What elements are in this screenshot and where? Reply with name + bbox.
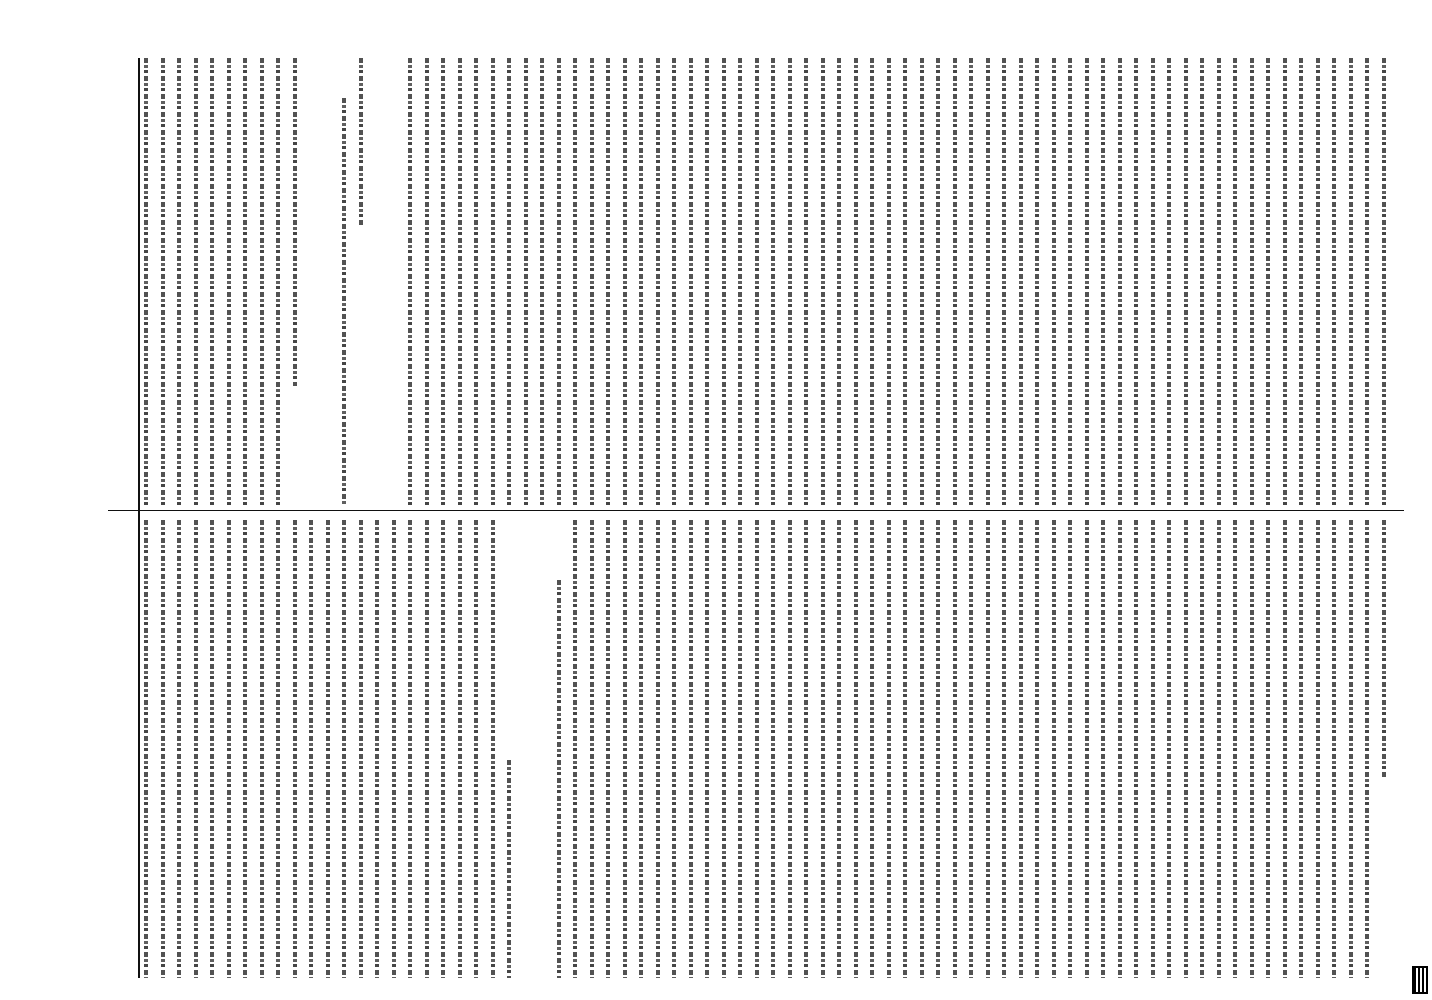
- text-line: [210, 58, 214, 506]
- text-line: [755, 58, 759, 506]
- text-line: [309, 520, 313, 978]
- text-line: [1068, 520, 1072, 978]
- text-line: [161, 520, 165, 978]
- text-line: [1217, 520, 1221, 978]
- text-line: [1233, 58, 1237, 506]
- text-line: [969, 58, 973, 506]
- text-line: [837, 520, 841, 978]
- text-line: [194, 58, 198, 506]
- text-line: [1250, 520, 1254, 978]
- text-line: [804, 58, 808, 506]
- left-column: [144, 520, 1400, 978]
- text-line: [491, 520, 495, 978]
- text-line: [1250, 58, 1254, 506]
- text-line: [738, 58, 742, 506]
- text-line: [1332, 520, 1336, 978]
- text-line: [1035, 58, 1039, 506]
- text-line: [755, 520, 759, 978]
- text-line: [441, 58, 445, 506]
- text-line: [1035, 520, 1039, 978]
- text-line: [1200, 58, 1204, 506]
- text-line: [837, 58, 841, 506]
- text-line: [936, 520, 940, 978]
- text-line: [491, 58, 495, 506]
- column-separator: [108, 510, 1404, 511]
- text-body: [108, 58, 1404, 978]
- text-line: [1002, 520, 1006, 978]
- right-column: [144, 58, 1400, 506]
- text-line: [425, 520, 429, 978]
- text-line: [788, 520, 792, 978]
- text-line: [1134, 520, 1138, 978]
- text-line: [738, 520, 742, 978]
- text-line: [1382, 520, 1386, 778]
- text-line: [1283, 58, 1287, 506]
- text-line: [177, 520, 181, 978]
- text-line: [771, 520, 775, 978]
- text-line: [293, 58, 297, 386]
- text-line: [986, 58, 990, 506]
- text-line: [1101, 58, 1105, 506]
- text-line: [342, 98, 346, 506]
- text-line: [1118, 520, 1122, 978]
- side-strip: [1408, 0, 1432, 1000]
- text-line: [953, 58, 957, 506]
- text-line: [1299, 520, 1303, 978]
- text-line: [1151, 520, 1155, 978]
- text-line: [705, 58, 709, 506]
- text-line: [441, 520, 445, 978]
- text-line: [771, 58, 775, 506]
- text-line: [293, 520, 297, 978]
- text-line: [920, 520, 924, 978]
- text-line: [1151, 58, 1155, 506]
- text-line: [144, 520, 148, 978]
- text-line: [870, 58, 874, 506]
- text-line: [590, 58, 594, 506]
- text-line: [276, 58, 280, 506]
- text-line: [722, 58, 726, 506]
- text-line: [1316, 520, 1320, 978]
- text-line: [144, 58, 148, 506]
- text-line: [887, 58, 891, 506]
- text-line: [1052, 520, 1056, 978]
- text-line: [656, 58, 660, 506]
- text-line: [573, 520, 577, 978]
- text-line: [1299, 58, 1303, 506]
- logo-mark: [1412, 966, 1428, 994]
- text-line: [639, 58, 643, 506]
- text-line: [507, 58, 511, 506]
- text-line: [161, 58, 165, 506]
- text-line: [573, 58, 577, 506]
- text-line: [606, 58, 610, 506]
- text-line: [788, 58, 792, 506]
- text-line: [507, 760, 511, 978]
- text-line: [1052, 58, 1056, 506]
- text-line: [1283, 520, 1287, 978]
- text-line: [1167, 58, 1171, 506]
- text-line: [1217, 58, 1221, 506]
- text-line: [557, 58, 561, 506]
- text-line: [210, 520, 214, 978]
- text-line: [1332, 58, 1336, 506]
- text-line: [986, 520, 990, 978]
- text-line: [474, 520, 478, 978]
- text-line: [656, 520, 660, 978]
- text-line: [359, 58, 363, 226]
- text-line: [969, 520, 973, 978]
- text-line: [1085, 58, 1089, 506]
- text-line: [1233, 520, 1237, 978]
- text-line: [903, 520, 907, 978]
- text-line: [392, 520, 396, 978]
- text-line: [1167, 520, 1171, 978]
- text-line: [887, 520, 891, 978]
- text-line: [408, 520, 412, 978]
- text-line: [606, 520, 610, 978]
- text-line: [1365, 520, 1369, 978]
- text-line: [1365, 58, 1369, 506]
- text-line: [821, 520, 825, 978]
- text-line: [375, 520, 379, 978]
- text-line: [1266, 58, 1270, 506]
- text-line: [705, 520, 709, 978]
- text-line: [1200, 520, 1204, 978]
- text-line: [1134, 58, 1138, 506]
- text-line: [920, 58, 924, 506]
- text-line: [243, 58, 247, 506]
- text-line: [1019, 520, 1023, 978]
- text-line: [1019, 58, 1023, 506]
- text-line: [1184, 58, 1188, 506]
- text-line: [672, 58, 676, 506]
- text-line: [1068, 58, 1072, 506]
- text-line: [639, 520, 643, 978]
- text-line: [194, 520, 198, 978]
- text-line: [722, 520, 726, 978]
- text-line: [177, 58, 181, 506]
- text-line: [1382, 58, 1386, 506]
- text-line: [821, 58, 825, 506]
- text-line: [623, 58, 627, 506]
- text-line: [1266, 520, 1270, 978]
- text-line: [524, 58, 528, 506]
- text-line: [854, 520, 858, 978]
- text-line: [458, 520, 462, 978]
- text-line: [1118, 58, 1122, 506]
- text-line: [1316, 58, 1320, 506]
- text-line: [408, 58, 412, 506]
- text-line: [689, 58, 693, 506]
- text-line: [243, 520, 247, 978]
- text-line: [425, 58, 429, 506]
- text-line: [1184, 520, 1188, 978]
- text-line: [359, 520, 363, 978]
- text-line: [903, 58, 907, 506]
- text-line: [260, 520, 264, 978]
- text-line: [1101, 520, 1105, 978]
- text-line: [557, 580, 561, 978]
- text-line: [1002, 58, 1006, 506]
- text-line: [689, 520, 693, 978]
- text-line: [342, 520, 346, 978]
- text-line: [623, 520, 627, 978]
- header-rule: [138, 58, 140, 978]
- text-line: [326, 520, 330, 978]
- text-line: [227, 520, 231, 978]
- text-line: [1349, 58, 1353, 506]
- text-line: [953, 520, 957, 978]
- text-line: [1085, 520, 1089, 978]
- text-line: [1349, 520, 1353, 978]
- text-line: [854, 58, 858, 506]
- text-line: [260, 58, 264, 506]
- text-line: [804, 520, 808, 978]
- text-line: [870, 520, 874, 978]
- text-line: [458, 58, 462, 506]
- text-line: [474, 58, 478, 506]
- text-line: [540, 58, 544, 506]
- text-line: [672, 520, 676, 978]
- text-line: [936, 58, 940, 506]
- text-line: [276, 520, 280, 978]
- text-line: [227, 58, 231, 506]
- text-line: [590, 520, 594, 978]
